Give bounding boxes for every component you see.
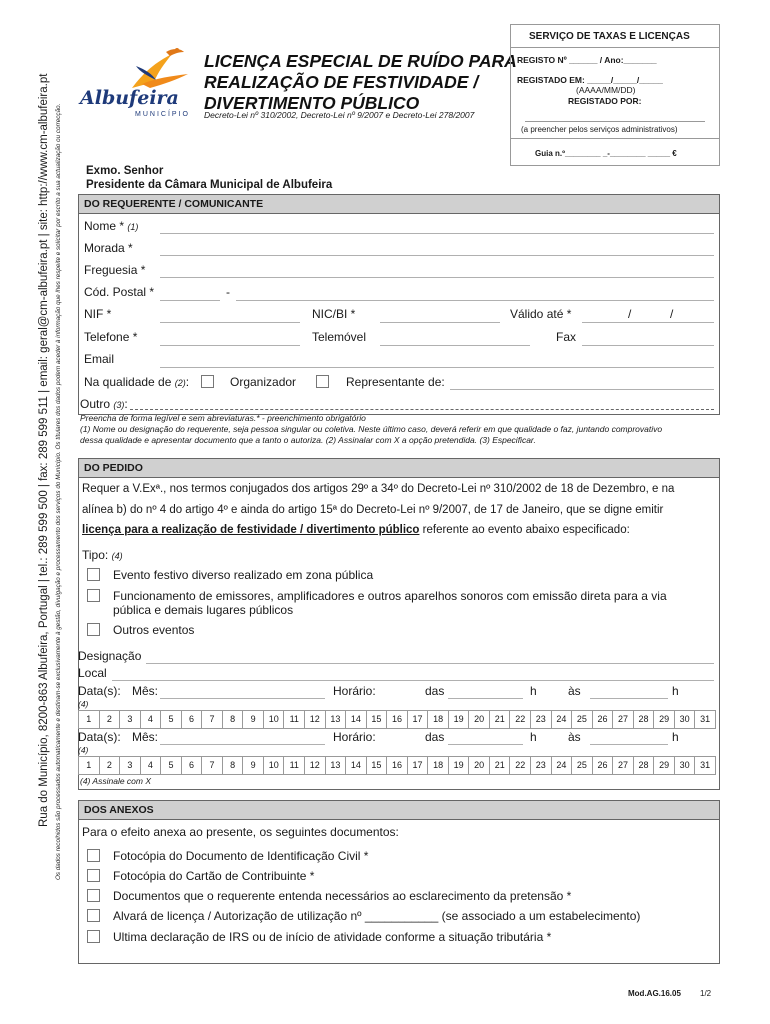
representante-field[interactable]	[450, 389, 714, 390]
tipo-opt2-checkbox[interactable]	[87, 589, 100, 602]
day-cell[interactable]: 11	[284, 711, 305, 728]
morada-field[interactable]	[160, 255, 714, 256]
day-cell[interactable]: 28	[634, 757, 655, 774]
mes-field-2[interactable]	[160, 744, 325, 745]
day-cell[interactable]: 24	[552, 711, 573, 728]
logo-subtitle: MUNICÍPIO	[135, 111, 190, 118]
tipo-label: Tipo: (4)	[82, 548, 123, 562]
day-cell[interactable]: 1	[79, 711, 100, 728]
datas-ref-1: (4)	[78, 699, 89, 709]
h-label-1b: h	[672, 684, 679, 698]
side-address: Rua do Município, 8200-863 Albufeira, Portugal | tel.: 289 599 500 | fax: 289 599 511 | email: geral@cm-albufeira.pt | site: http://www.cm-albufeira.pt	[38, 73, 50, 827]
tipo-opt1-checkbox[interactable]	[87, 568, 100, 581]
designacao-field[interactable]	[146, 663, 714, 664]
valido-field[interactable]	[582, 322, 714, 323]
guia-number: Guia n.º________ _-________ _____ €	[535, 149, 677, 158]
day-cell[interactable]: 21	[490, 757, 511, 774]
day-cell[interactable]: 17	[408, 757, 429, 774]
day-cell[interactable]: 5	[161, 711, 182, 728]
day-cell[interactable]: 19	[449, 711, 470, 728]
representante-label: Representante de:	[346, 375, 445, 389]
das-label-1: das	[425, 684, 445, 698]
anexo-checkbox-3[interactable]	[87, 889, 100, 902]
local-label: Local	[78, 666, 107, 680]
pedido-paragraph-3: licença para a realização de festividade / divertimento público referente ao evento abaixo especificado:	[82, 524, 630, 536]
telemovel-field[interactable]	[380, 345, 530, 346]
day-cell[interactable]: 20	[469, 711, 490, 728]
day-cell[interactable]: 4	[141, 711, 162, 728]
day-cell[interactable]: 15	[367, 711, 388, 728]
freguesia-field[interactable]	[160, 277, 714, 278]
anexo-checkbox-1[interactable]	[87, 849, 100, 862]
pedido-paragraph-1: Requer a V.Exª., nos termos conjugados dos artigos 29º a 34º do Decreto-Lei nº 310/2002 de 18 de Dezembro, e na	[82, 483, 675, 495]
horario-label-2: Horário:	[333, 730, 376, 744]
registado-em: REGISTADO EM: _____/_____/_____	[517, 75, 663, 85]
day-cell[interactable]: 14	[346, 711, 367, 728]
as-field-2[interactable]	[590, 744, 668, 745]
day-cell[interactable]: 30	[675, 711, 696, 728]
nic-field[interactable]	[380, 322, 500, 323]
day-cell[interactable]: 23	[531, 757, 552, 774]
day-cell[interactable]: 19	[449, 757, 470, 774]
service-box	[510, 24, 720, 166]
requerente-note-3: dessa qualidade e apresentar documento que a tanto o autoriza. (2) Assinalar com X a opção pretendida. (3) Especificar.	[80, 435, 536, 445]
day-cell[interactable]: 27	[613, 711, 634, 728]
day-cell[interactable]: 23	[531, 711, 552, 728]
day-cell[interactable]: 15	[367, 757, 388, 774]
tipo-opt3-checkbox[interactable]	[87, 623, 100, 636]
day-cell[interactable]: 4	[141, 757, 162, 774]
freguesia-label: Freguesia *	[84, 263, 146, 277]
tipo-opt3-label: Outros eventos	[113, 623, 195, 637]
mes-label-2: Mês:	[132, 730, 159, 744]
pedido-paragraph-2: alínea b) do nº 4 do artigo 4º e ainda do artigo 15ª do Decreto-Lei nº 9/2007, de 17 de Janeiro, que se digne emitir	[82, 504, 664, 516]
day-cell[interactable]: 14	[346, 757, 367, 774]
day-cell[interactable]: 26	[593, 711, 614, 728]
datas-label-1: Data(s):	[78, 684, 121, 698]
model-code: Mod.AG.16.05	[628, 989, 681, 998]
day-cell[interactable]: 17	[408, 711, 429, 728]
day-cell[interactable]: 10	[264, 711, 285, 728]
email-field[interactable]	[160, 367, 714, 368]
day-cell[interactable]: 3	[120, 711, 141, 728]
mes-field-1[interactable]	[160, 698, 325, 699]
tipo-opt1-label: Evento festivo diverso realizado em zona pública	[113, 568, 374, 582]
h-label-2a: h	[530, 730, 537, 744]
days-row-2	[78, 756, 716, 775]
day-cell[interactable]: 3	[120, 757, 141, 774]
day-cell[interactable]: 13	[326, 711, 347, 728]
addressee-line-1: Exmo. Senhor	[86, 165, 164, 177]
nome-label: Nome * (1)	[84, 219, 139, 233]
day-cell[interactable]: 21	[490, 711, 511, 728]
assinale-note: (4) Assinale com X	[80, 776, 152, 786]
anexo-checkbox-2[interactable]	[87, 869, 100, 882]
day-cell[interactable]: 20	[469, 757, 490, 774]
anexo-checkbox-5[interactable]	[87, 930, 100, 943]
tipo-opt2-label-2: pública e demais lugares públicos	[113, 603, 294, 617]
day-cell[interactable]: 18	[428, 757, 449, 774]
nome-field[interactable]	[160, 233, 714, 234]
day-cell[interactable]: 7	[202, 757, 223, 774]
day-cell[interactable]: 28	[634, 711, 655, 728]
day-cell[interactable]: 9	[243, 711, 264, 728]
horario-label-1: Horário:	[333, 684, 376, 698]
cod-postal-field-2[interactable]	[236, 300, 714, 301]
nic-label: NIC/BI *	[312, 307, 356, 321]
mes-label-1: Mês:	[132, 684, 159, 698]
cod-postal-label: Cód. Postal *	[84, 285, 155, 299]
as-label-1: às	[568, 684, 581, 698]
h-label-2b: h	[672, 730, 679, 744]
day-cell[interactable]: 27	[613, 757, 634, 774]
day-cell[interactable]: 6	[182, 711, 203, 728]
title-decree: Decreto-Lei nº 310/2002, Decreto-Lei nº 9/2007 e Decreto-Lei 278/2007	[204, 110, 475, 120]
morada-label: Morada *	[84, 241, 133, 255]
das-label-2: das	[425, 730, 445, 744]
day-cell[interactable]: 2	[100, 757, 121, 774]
anexos-heading: DOS ANEXOS	[79, 801, 719, 820]
days-row-1	[78, 710, 716, 729]
pedido-heading: DO PEDIDO	[79, 459, 719, 478]
day-cell[interactable]: 10	[264, 757, 285, 774]
day-cell[interactable]: 7	[202, 711, 223, 728]
designacao-label: Designação	[78, 649, 142, 663]
registo-number: REGISTO Nº ______ / Ano:_______	[517, 55, 657, 65]
anexo-label-3: Documentos que o requerente entenda necessários ao esclarecimento da pretensão *	[113, 889, 572, 903]
side-privacy-note: Os dados recolhidos são processados automaticamente e destinam-se exclusivamente à gestão, divulgação e processamento dos serviços do Município. Os titulares dos dados podem aceder à informação que lhes respeite e solicitar por escrito a sua actualização ou correcção.	[55, 103, 62, 880]
cod-postal-field-1[interactable]	[160, 300, 220, 301]
day-cell[interactable]: 2	[100, 711, 121, 728]
nif-label: NIF *	[84, 307, 112, 321]
page-number: 1/2	[700, 989, 712, 998]
representante-checkbox[interactable]	[316, 375, 329, 388]
day-cell[interactable]: 31	[700, 714, 711, 724]
day-cell[interactable]: 25	[572, 711, 593, 728]
day-cell[interactable]: 30	[675, 757, 696, 774]
day-cell[interactable]: 8	[223, 711, 244, 728]
outro-label: Outro (3):	[80, 397, 128, 411]
das-field-2[interactable]	[448, 744, 523, 745]
day-cell[interactable]: 22	[510, 757, 531, 774]
anexo-label-4: Alvará de licença / Autorização de utilização nº ___________ (se associado a um estabelecimento)	[113, 909, 641, 923]
logo-name: Albufeira	[80, 87, 179, 109]
registado-por: REGISTADO POR:	[568, 96, 642, 106]
anexo-label-1: Fotocópia do Documento de Identificação Civil *	[113, 849, 369, 863]
day-cell[interactable]: 29	[654, 711, 675, 728]
day-cell[interactable]: 22	[510, 711, 531, 728]
day-cell[interactable]: 24	[552, 757, 573, 774]
organizador-checkbox[interactable]	[201, 375, 214, 388]
tipo-opt2-label-1: Funcionamento de emissores, amplificadores e outros aparelhos sonoros com emissão direta para a via	[113, 589, 667, 603]
h-label-1a: h	[530, 684, 537, 698]
day-cell[interactable]: 6	[182, 757, 203, 774]
day-cell[interactable]: 25	[572, 757, 593, 774]
qualidade-label: Na qualidade de (2):	[84, 375, 190, 389]
title-line-2: REALIZAÇÃO DE FESTIVIDADE /	[204, 72, 479, 92]
organizador-label: Organizador	[230, 375, 297, 389]
email-label: Email	[84, 352, 115, 366]
nif-field[interactable]	[160, 322, 300, 323]
anexos-intro: Para o efeito anexa ao presente, os seguintes documentos:	[82, 825, 399, 839]
day-cell[interactable]: 18	[428, 711, 449, 728]
requerente-heading: DO REQUERENTE / COMUNICANTE	[79, 195, 719, 214]
day-cell[interactable]: 12	[305, 711, 326, 728]
day-cell[interactable]: 8	[223, 757, 244, 774]
valido-label: Válido até *	[510, 307, 572, 321]
telefone-field[interactable]	[160, 345, 300, 346]
day-cell[interactable]: 31	[700, 760, 711, 770]
service-heading: SERVIÇO DE TAXAS E LICENÇAS	[529, 31, 690, 42]
anexo-label-5: Ultima declaração de IRS ou de início de atividade conforme a situação tributária *	[113, 930, 552, 944]
das-field-1[interactable]	[448, 698, 523, 699]
day-cell[interactable]: 13	[326, 757, 347, 774]
requerente-note-1: Preencha de forma legível e sem abreviaturas.* - preenchimento obrigatório	[80, 413, 366, 423]
datas-ref-2: (4)	[78, 745, 89, 755]
day-cell[interactable]: 26	[593, 757, 614, 774]
day-cell[interactable]: 1	[79, 757, 100, 774]
day-cell[interactable]: 16	[387, 711, 408, 728]
fax-field[interactable]	[582, 345, 714, 346]
datas-label-2: Data(s):	[78, 730, 121, 744]
valido-slash-1: /	[628, 307, 632, 321]
requerente-note-2: (1) Nome ou designação do requerente, seja pessoa singular ou coletiva. Neste último caso, deverá referir em que qualidade o faz, juntando comprovativo	[80, 424, 663, 434]
cod-postal-dash: -	[226, 285, 230, 299]
day-cell[interactable]: 12	[305, 757, 326, 774]
outro-field[interactable]	[130, 409, 714, 410]
logo	[80, 44, 200, 124]
anexo-checkbox-4[interactable]	[87, 909, 100, 922]
as-label-2: às	[568, 730, 581, 744]
date-format: (AAAA/MM/DD)	[576, 85, 636, 95]
title-line-1: LICENÇA ESPECIAL DE RUÍDO PARA	[204, 51, 517, 71]
day-cell[interactable]: 11	[284, 757, 305, 774]
valido-slash-2: /	[670, 307, 674, 321]
title-line-3: DIVERTIMENTO PÚBLICO	[204, 93, 420, 113]
anexo-label-2: Fotocópia do Cartão de Contribuinte *	[113, 869, 315, 883]
day-cell[interactable]: 5	[161, 757, 182, 774]
telemovel-label: Telemóvel	[312, 330, 367, 344]
day-cell[interactable]: 16	[387, 757, 408, 774]
admin-note: (a preencher pelos serviços administrativos)	[521, 125, 678, 134]
fax-label: Fax	[556, 330, 577, 344]
day-cell[interactable]: 9	[243, 757, 264, 774]
as-field-1[interactable]	[590, 698, 668, 699]
day-cell[interactable]: 29	[654, 757, 675, 774]
addressee-line-2: Presidente da Câmara Municipal de Albufeira	[86, 179, 333, 191]
local-field[interactable]	[112, 680, 714, 681]
telefone-label: Telefone *	[84, 330, 138, 344]
